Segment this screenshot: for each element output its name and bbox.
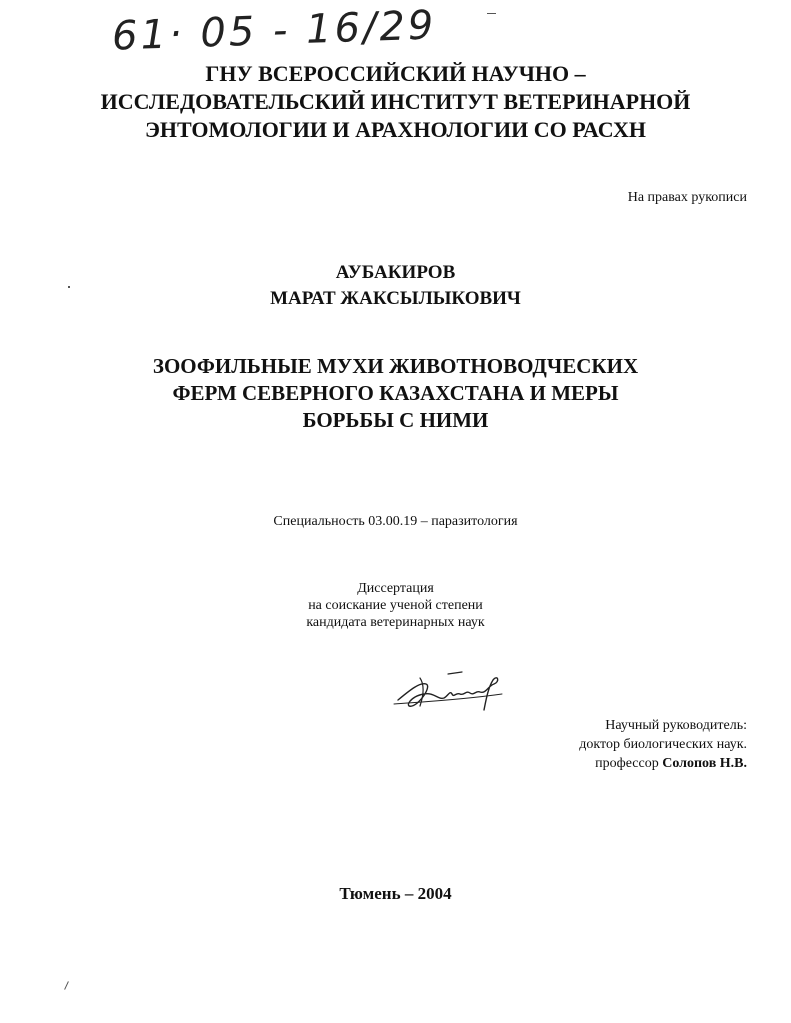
scientific-supervisor — [579, 716, 747, 773]
author-given-names: МАРАТ ЖАКСЫЛЫКОВИЧ — [270, 288, 521, 309]
institution-line: ЭНТОМОЛОГИИ И АРАХНОЛОГИИ СО РАСХН — [144, 117, 647, 142]
city-year: Тюмень – 2004 — [339, 884, 452, 903]
title-line: ЗООФИЛЬНЫЕ МУХИ ЖИВОТНОВОДЧЕСКИХ — [152, 354, 639, 378]
specialty: Специальность 03.00.19 – паразитология — [273, 514, 518, 529]
title-line: БОРЬБЫ С НИМИ — [302, 408, 489, 432]
institution-line: ИССЛЕДОВАТЕЛЬСКИЙ ИНСТИТУТ ВЕТЕРИНАРНОЙ — [100, 89, 691, 114]
dissertation-title — [0, 353, 791, 434]
author-surname: АУБАКИРОВ — [335, 262, 456, 283]
rights-note: На правах рукописи — [627, 190, 747, 205]
institution-line: ГНУ ВСЕРОССИЙСКИЙ НАУЧНО – — [205, 61, 586, 86]
degree-line: на соискание ученой степени — [308, 598, 483, 613]
degree-line: Диссертация — [357, 581, 434, 596]
author-signature — [390, 660, 515, 720]
handwritten-archive-mark: 61· 05 - 16/29 — [111, 2, 438, 60]
scan-speck — [487, 13, 496, 14]
scan-speck — [64, 981, 69, 990]
supervisor-title: профессор — [595, 756, 659, 771]
supervisor-role: Научный руководитель: — [605, 718, 747, 733]
supervisor-name: Солопов Н.В. — [662, 756, 747, 771]
supervisor-degree: доктор биологических наук. — [579, 737, 747, 752]
author-name — [0, 260, 791, 312]
institution-name — [0, 60, 791, 144]
degree-statement — [0, 580, 791, 631]
title-line: ФЕРМ СЕВЕРНОГО КАЗАХСТАНА И МЕРЫ — [172, 381, 619, 405]
supervisor-title-line — [579, 754, 747, 773]
degree-line: кандидата ветеринарных наук — [306, 615, 485, 630]
